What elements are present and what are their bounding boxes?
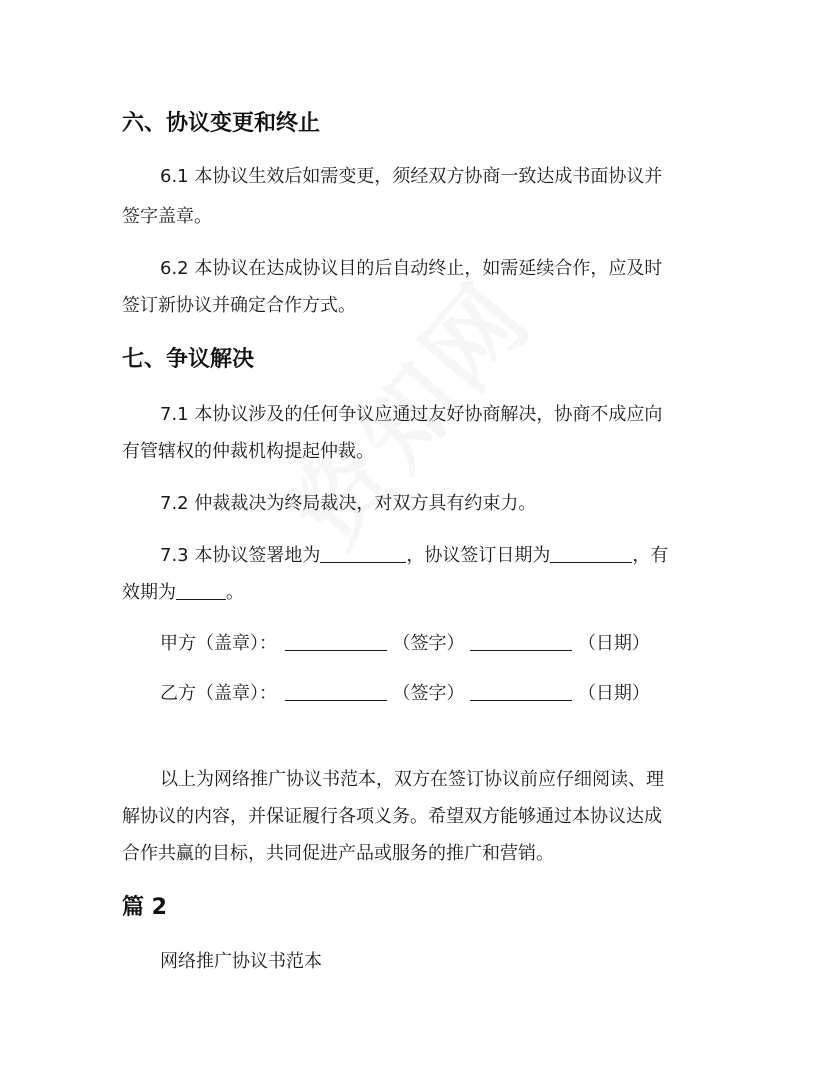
clause-7-3-suffix: ，有 (632, 545, 669, 566)
signing-place-blank (320, 544, 406, 563)
party-b-label: 乙方（盖章）： (160, 683, 277, 704)
party-a-label: 甲方（盖章）： (160, 633, 277, 654)
party-b-sign-label: （签字） (392, 683, 465, 704)
clause-7-1-line-1: 7.1 本协议涉及的任何争议应通过友好协商解决，协商不成应向 (160, 404, 663, 425)
validity-period-end: 。 (226, 582, 244, 603)
clause-7-3-line-2 (122, 578, 244, 604)
section-6-heading: 六、协议变更和终止 (122, 111, 321, 136)
clause-7-3-date-label: ，协议签订日期为 (406, 545, 551, 566)
party-a-sign-label: （签字） (392, 633, 465, 654)
clause-6-2-line-2: 签订新协议并确定合作方式。 (122, 295, 356, 316)
clause-6-2-line-1: 6.2 本协议在达成协议目的后自动终止，如需延续合作，应及时 (160, 258, 663, 279)
validity-blank (176, 581, 226, 600)
validity-label: 效期为 (122, 582, 176, 603)
party-a-signature-line (160, 629, 650, 655)
signing-date-blank (550, 544, 632, 563)
watermark (238, 228, 623, 632)
clause-6-1-line-2: 签字盖章。 (122, 206, 212, 227)
party-a-date-label: （日期） (577, 633, 650, 654)
party-b-date-label: （日期） (577, 683, 650, 704)
clause-7-1-line-2: 有管辖权的仲裁机构提起仲裁。 (122, 441, 374, 462)
part-2-title: 网络推广协议书范本 (160, 951, 322, 972)
closing-line-2: 解协议的内容，并保证履行各项义务。希望双方能够通过本协议达成 (122, 806, 662, 827)
party-a-sign-blank (470, 632, 572, 651)
closing-line-1: 以上为网络推广协议书范本，双方在签订协议前应仔细阅读、理 (160, 769, 664, 790)
party-b-sign-blank (470, 682, 572, 701)
party-b-signature-line (160, 679, 650, 705)
party-a-seal-blank (285, 632, 387, 651)
clause-7-3-place-label: 7.3 本协议签署地为 (160, 545, 321, 566)
clause-7-3-line-1 (160, 541, 668, 567)
clause-6-1-line-1: 6.1 本协议生效后如需变更，须经双方协商一致达成书面协议并 (160, 166, 663, 187)
clause-7-2: 7.2 仲裁裁决为终局裁决，对双方具有约束力。 (160, 493, 537, 514)
party-b-seal-blank (285, 682, 387, 701)
part-2-heading: 篇 2 (122, 895, 167, 920)
closing-line-3: 合作共赢的目标，共同促进产品或服务的推广和营销。 (122, 843, 554, 864)
section-7-heading: 七、争议解决 (122, 347, 255, 372)
